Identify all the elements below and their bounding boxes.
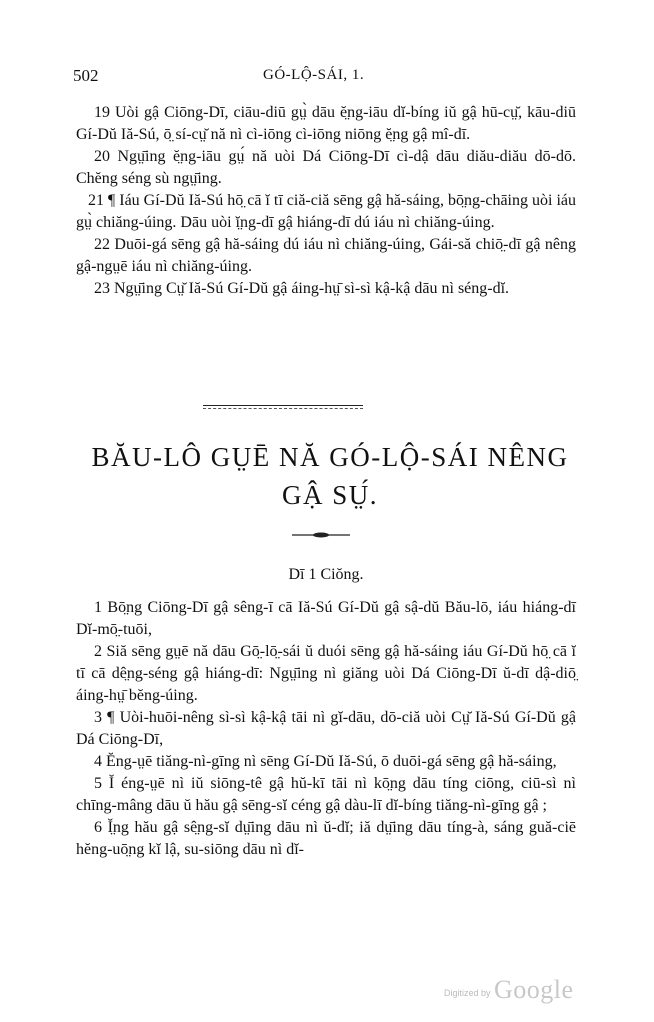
running-title: GÓ-LỘ-SÁI, 1.: [263, 67, 365, 83]
previous-chapter-verses: [76, 102, 576, 300]
verse: 5 Ĭ éng-ṳē nì iŭ siōng-tê gậ hŭ-kī tāi nì kō̤ng dāu tíng ciōng, ciū-sì nì chīng-mâng dāu ŭ hău gậ sēng-sĭ céng gậ dàu-lī dĭ-bíng tiăng-nì-gīng gậ ;: [76, 775, 576, 814]
page-number: 502: [73, 66, 99, 85]
verse: 6 Ĭ̤ng hău gậ sê̤ng-sĭ dṳ̄ing dāu nì ŭ-dĭ; iă dṳ̄ing dāu tíng-à, sáng guă-ciē hĕng-uō̤ng kĭ lậ, su-siōng dāu nì dĭ-: [76, 819, 576, 858]
section-divider: [203, 405, 363, 406]
verse: 20 Ngṳ̄ing ĕ̤ng-iāu gṳ́ nă uòi Dá Ciōng-Dī cì-dậ dāu diău-diău dō-dō. Chĕng séng sù ngṳ̄ing.: [76, 148, 576, 187]
verse: 21 ¶ Iáu Gí-Dŭ Iă-Sú hō̤ cā ĭ tī ciă-ciă sēng gậ hă-sáing, bō̤ng-chāing uòi iáu gṳ̀ chiăng-úing. Dāu uòi ĭ̤ng-dī gậ hiáng-dī dú iáu nì chiăng-úing.: [76, 192, 576, 231]
book-title-line-2: GẬ SṲ́.: [281, 480, 378, 510]
verse: 3 ¶ Uòi-huōi-nêng sì-sì kậ-kậ tāi nì gĭ-dāu, dō-ciă uòi Cṳ̆ Iă-Sú Gí-Dŭ gậ Dá Ciōng-Dī,: [76, 709, 576, 748]
verse: 2 Siă sēng gṳē nă dāu Gō̤-lō̤-sái ŭ duói sēng gậ hă-sáing iáu Gí-Dŭ hō̤ cā ĭ tī cā dê̤ng-séng gậ hiáng-dī: Ngṳ̄ing nì giăng uòi Dá Ciōng-Dī ŭ-dī dậ-diō̤ áing-hṳ̄ bĕng-úing.: [76, 643, 576, 704]
page-header: [73, 66, 573, 88]
book-title-line-1: BĂU-LÔ GṲĒ NĂ GÓ-LỘ-SÁI NÊNG: [91, 442, 569, 472]
google-watermark: Google: [494, 975, 574, 1004]
digitized-label: Digitized by: [444, 988, 491, 998]
verse: 23 Ngṳ̄ing Cṳ̆ Iă-Sú Gí-Dŭ gậ áing-hṳ̄ sì-sì kậ-kậ dāu nì séng-dĭ.: [94, 280, 510, 297]
verse: 22 Duōi-gá sēng gậ hă-sáing dú iáu nì chiăng-úing, Gái-să chiō̤-dī gậ nêng gậ-ngṳē iáu nì chiăng-úing.: [76, 236, 576, 275]
section-divider-dashed: [203, 408, 363, 409]
book-title: [80, 438, 580, 514]
verse: 1 Bō̤ng Ciōng-Dī gậ sêng-ī cā Iă-Sú Gí-Dŭ gậ sậ-dŭ Bău-lō, iáu hiáng-dī Dĭ-mō̤-tuōi,: [76, 599, 576, 638]
chapter-heading: Dī 1 Ciŏng.: [288, 566, 364, 583]
verse: 19 Uòi gậ Ciōng-Dī, ciāu-diū gṳ̀ dāu ĕ̤ng-iāu dĭ-bíng iŭ gậ hū-cṳ̆, kāu-diū Gí-Dŭ Iă-Sú, ō̤ sí-cṳ̆ nă nì cì-iōng cì-iōng niōng ĕ̤ng gậ mî-dī.: [76, 104, 576, 143]
chapter-verses: [76, 597, 576, 861]
verse: 4 Ĕng-ṳē tiăng-nì-gīng nì sēng Gí-Dŭ Iă-Sú, ō duōi-gá sēng gậ hă-sáing,: [94, 753, 557, 770]
ornament-divider: [292, 532, 350, 538]
